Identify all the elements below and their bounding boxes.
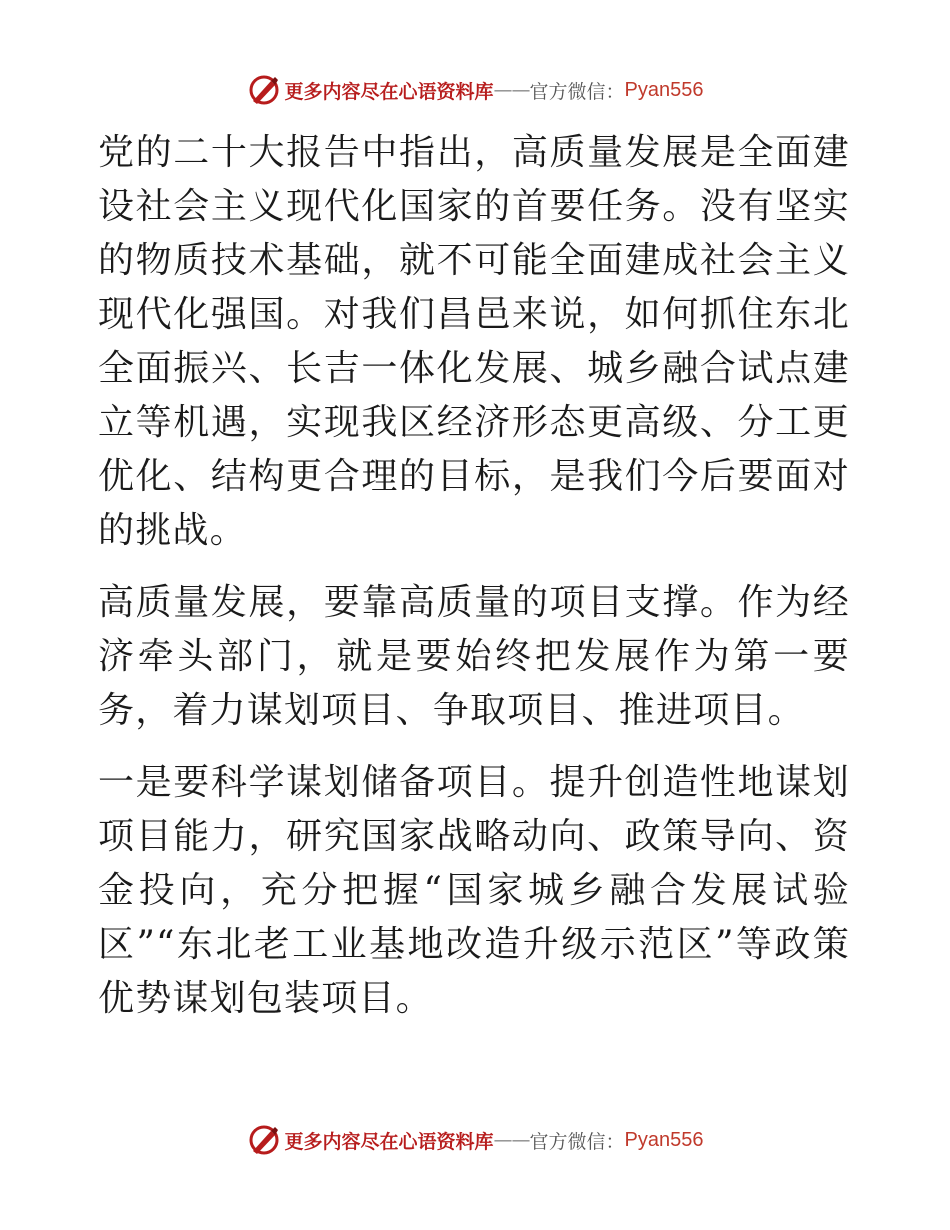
banner-dash: ——: [493, 1129, 530, 1151]
banner-site-text: 更多内容尽在心语资料库: [284, 1130, 494, 1153]
banner-official-text: 官方微信：: [529, 80, 625, 103]
header-banner: [0, 70, 950, 110]
banner-account-id: Pyan556: [624, 78, 704, 101]
paragraph: 一是要科学谋划储备项目。提升创造性地谋划项目能力，研究国家战略动向、政策导向、资金投向，充分把握“国家城乡融合发展试验区”“东北老工业基地改造升级示范区”等政策优势谋划包装项目。: [98, 762, 850, 1019]
document-body: [98, 126, 850, 1026]
paragraph: 党的二十大报告中指出，高质量发展是全面建设社会主义现代化国家的首要任务。没有坚实的物质技术基础，就不可能全面建成社会主义现代化强国。对我们昌邑来说，如何抓住东北全面振兴、长吉一体化发展、城乡融合试点建立等机遇，实现我区经济形态更高级、分工更优化、结构更合理的目标，是我们今后要面对的挑战。: [98, 132, 850, 551]
footer-banner: [0, 1120, 950, 1160]
pen-logo-icon: [247, 1123, 281, 1157]
banner-account-id: Pyan556: [624, 1128, 704, 1151]
banner-site-text: 更多内容尽在心语资料库: [284, 80, 494, 103]
banner-official-text: 官方微信：: [529, 1130, 625, 1153]
paragraph: 高质量发展，要靠高质量的项目支撑。作为经济牵头部门，就是要始终把发展作为第一要务，着力谋划项目、争取项目、推进项目。: [98, 582, 850, 731]
banner-dash: ——: [493, 79, 530, 101]
pen-logo-icon: [247, 73, 281, 107]
